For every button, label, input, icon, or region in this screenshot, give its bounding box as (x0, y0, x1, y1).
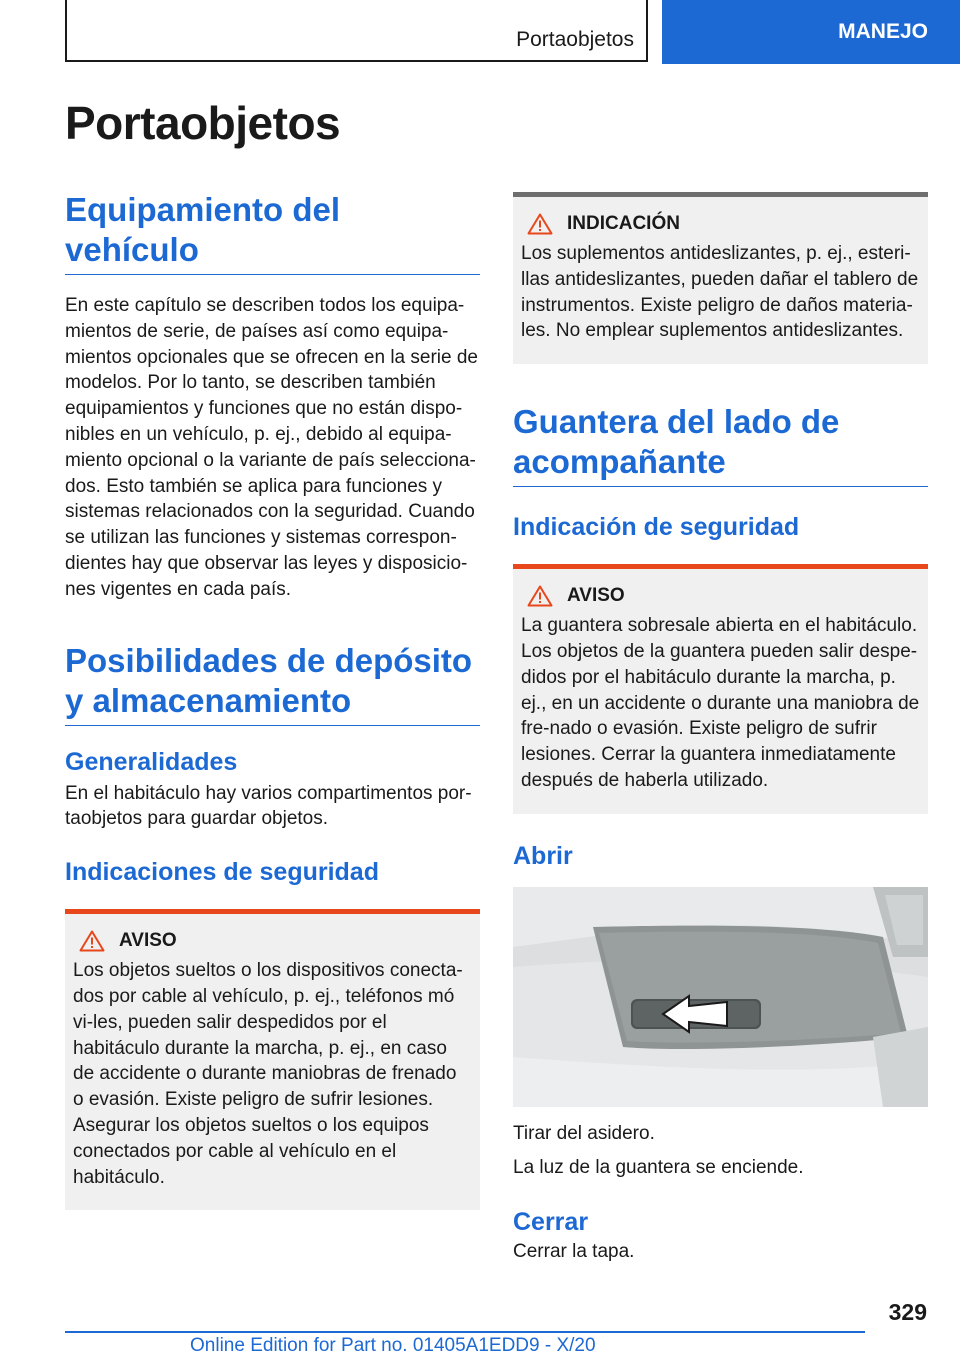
heading-cerrar: Cerrar (513, 1208, 589, 1237)
warning-triangle-icon (527, 585, 553, 607)
notice-box (513, 192, 928, 364)
warning-header (73, 930, 472, 952)
warning-header-guantera (521, 585, 920, 607)
heading-seguridad: Indicación de seguridad (513, 513, 800, 542)
heading-indicaciones: Indicaciones de seguridad (65, 858, 379, 887)
glovebox-photo (513, 887, 928, 1107)
header-section-title: Portaobjetos (516, 28, 634, 51)
header-chapter-tab[interactable] (662, 0, 960, 64)
header-section-box (65, 0, 648, 62)
warning-box (65, 909, 480, 1210)
glovebox-illustration (513, 887, 928, 1107)
warning-triangle-icon (79, 930, 105, 952)
heading-generalidades: Generalidades (65, 747, 238, 776)
notice-text: Los suplementos antideslizantes, p. ej., esteri-llas antideslizantes, pueden dañar el tablero de instrumentos. Existe peligro de daños materia-les. No emplear suplementos antideslizantes. (521, 243, 919, 342)
right-column (513, 192, 928, 1265)
paragraph-equipamiento: En este capítulo se describen todos los equipa-mientos de serie, de países así como equipa-mientos opcionales que se ofrecen en la serie de modelos. Por lo tanto, se describen también equipamientos y funciones que no están dispo-nibles en un vehículo, p. ej., debido al equipa-miento opcional o la variante de país selecciona-dos. Esto también se aplica para funciones y sistemas relacionados con la seguridad. Cuando se utilizan las funciones y sistemas correspon-dientes hay que observar las leyes y disposicio-nes vigentes en cada país. (65, 295, 478, 600)
paragraph-tirar: Tirar del asidero. (513, 1122, 655, 1144)
page-number: 329 (888, 1299, 927, 1325)
warning-text: Los objetos sueltos o los dispositivos conecta-dos por cable al vehículo, p. ej., teléfonos mó vi-les, pueden salir despedidos por el habitáculo durante la marcha, p. ej., en caso de accidente o durante maniobras de frenado o evasión. Existe peligro de sufrir lesiones. Asegurar los objetos sueltos o los equipos conectados por cable al vehículo en el habitáculo. (73, 960, 463, 1188)
header-chapter-label: MANEJO (838, 20, 928, 43)
notice-header (521, 213, 920, 235)
paragraph-luz: La luz de la guantera se enciende. (513, 1156, 804, 1178)
left-column (65, 190, 480, 1210)
notice-label: INDICACIÓN (567, 213, 680, 234)
footer-divider (65, 1331, 865, 1333)
page-title: Portaobjetos (65, 97, 341, 149)
heading-posibilidades: Posibilidades de depósito y almacenamiento (65, 641, 480, 726)
warning-box-guantera (513, 564, 928, 814)
paragraph-cerrar: Cerrar la tapa. (513, 1241, 635, 1263)
edition-text: Online Edition for Part no. 01405A1EDD9 - X/20 (190, 1335, 596, 1356)
heading-guantera: Guantera del lado de acompañante (513, 402, 928, 487)
warning-text-guantera: La guantera sobresale abierta en el habitáculo. Los objetos de la guantera pueden salir despe-didos por el habitáculo durante la marcha, p. ej., en un accidente o durante una maniobra de fre-nado o evasión. Existe peligro de sufrir lesiones. Cerrar la guantera inmediatamente después de haberla utilizado. (521, 615, 920, 791)
notice-triangle-icon (527, 213, 553, 235)
paragraph-generalidades: En el habitáculo hay varios compartimentos por-taobjetos para guardar objetos. (65, 782, 472, 830)
warning-label: AVISO (119, 930, 177, 952)
warning-label-guantera: AVISO (567, 585, 625, 607)
heading-abrir: Abrir (513, 841, 573, 870)
heading-equipamiento: Equipamiento del vehículo (65, 190, 480, 275)
